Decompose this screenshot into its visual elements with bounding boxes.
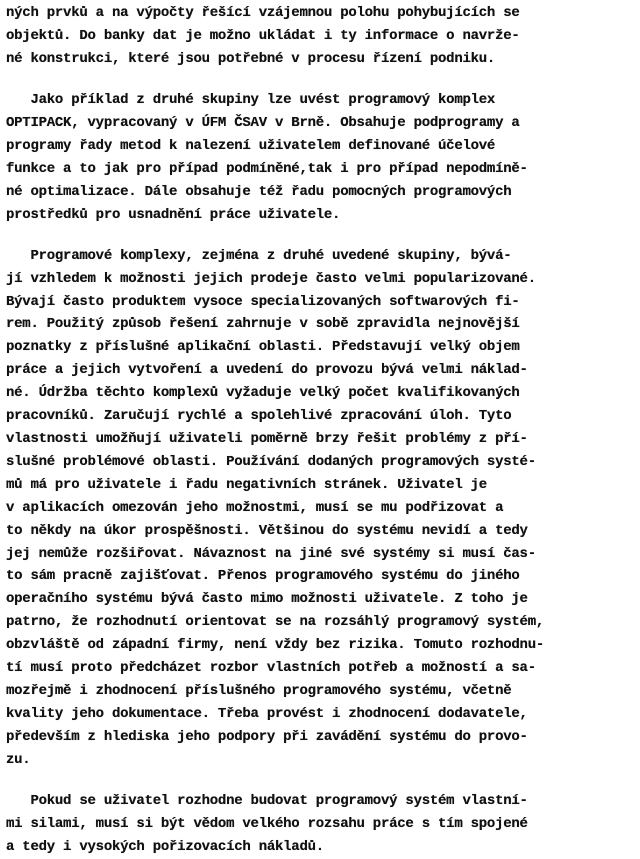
text-line: patrno, že rozhodnutí orientovat se na rozsáhlý programový systém, <box>6 614 544 631</box>
text-line: ných prvků a na výpočty řešící vzájemnou polohu pohybujících se <box>6 5 520 21</box>
text-line: funkce a to jak pro případ podmíněné,tak i pro případ nepodmíně- <box>6 160 528 177</box>
text-line: kvality jeho dokumentace. Třeba provést i zhodnocení dodavatele, <box>6 705 528 722</box>
text-line: práce a jejich vytvoření a uvedení do provozu bývá velmi náklad- <box>6 362 528 379</box>
text-line: tí musí proto předcházet rozbor vlastních potřeb a možností a sa- <box>6 660 536 677</box>
text-line: né konstrukci, které jsou potřebné v procesu řízení podniku. <box>6 50 496 67</box>
paragraph <box>6 790 636 859</box>
text-line: jí vzhledem k možnosti jejich prodeje často velmi popularizované. <box>6 270 536 287</box>
text-line: Pokud se uživatel rozhodne budovat programový systém vlastní- <box>6 792 528 809</box>
text-line: slušné problémové oblasti. Používání dodaných programových systé- <box>6 453 536 470</box>
text-line: a tedy i vysokých pořizovacích nákladů. <box>6 838 324 855</box>
paragraph <box>6 89 636 226</box>
text-line: objektů. Do banky dat je možno ukládat i ty informace o navrže- <box>6 27 520 44</box>
paragraph <box>6 245 636 772</box>
text-line: programy řady metod k nalezení uživatelem definované účelové <box>6 137 496 154</box>
text-line: né. Údržba těchto komplexů vyžaduje velký počet kvalifikovaných <box>6 385 520 402</box>
text-line: obzvláště od západní firmy, není vždy bez rizika. Tomuto rozhodnu- <box>6 637 544 654</box>
text-line: prostředků pro usnadnění práce uživatele. <box>6 206 341 223</box>
text-line: né optimalizace. Dále obsahuje též řadu pomocných programových <box>6 183 512 200</box>
text-line: to sám pracně zajišťovat. Přenos programového systému do jiného <box>6 568 520 585</box>
text-line: OPTIPACK, vypracovaný v ÚFM ČSAV v Brně. Obsahuje podprogramy a <box>6 114 520 131</box>
text-line: mů má pro uživatele i řadu negativních stránek. Uživatel je <box>6 476 487 493</box>
text-line: mi silami, musí si být vědom velkého rozsahu práce s tím spojené <box>6 815 528 832</box>
text-line: zu. <box>6 751 31 768</box>
text-line: Programové komplexy, zejména z druhé uvedené skupiny, bývá- <box>6 247 512 264</box>
document-page <box>6 2 636 859</box>
text-line: jej nemůže rozšiřovat. Návaznost na jiné své systémy si musí čas- <box>6 545 536 562</box>
text-line: v aplikacích omezován jeho možnostmi, musí se mu podřizovat a <box>6 499 504 516</box>
paragraph <box>6 2 636 71</box>
text-line: to někdy na úkor prospěšnosti. Většinou do systému nevidí a tedy <box>6 522 528 539</box>
text-line: pracovníků. Zaručují rychlé a spolehlivé zpracování úloh. Tyto <box>6 408 512 425</box>
text-line: především z hlediska jeho podpory při zavádění systému do provo- <box>6 728 528 745</box>
text-line: Bývají často produktem vysoce specializovaných softwarových fi- <box>6 293 520 310</box>
text-line: mozřejmě i zhodnocení příslušného programového systému, včetně <box>6 682 512 699</box>
text-line: vlastnosti umožňují uživateli poměrně brzy řešit problémy z pří- <box>6 431 528 447</box>
text-line: operačního systému bývá často mimo možnosti uživatele. Z toho je <box>6 591 528 608</box>
text-line: poznatky z příslušné aplikační oblasti. Představují velký objem <box>6 339 520 356</box>
text-line: rem. Použitý způsob řešení zahrnuje v sobě zpravidla nejnovější <box>6 316 520 333</box>
text-line: Jako příklad z druhé skupiny lze uvést programový komplex <box>6 92 496 109</box>
